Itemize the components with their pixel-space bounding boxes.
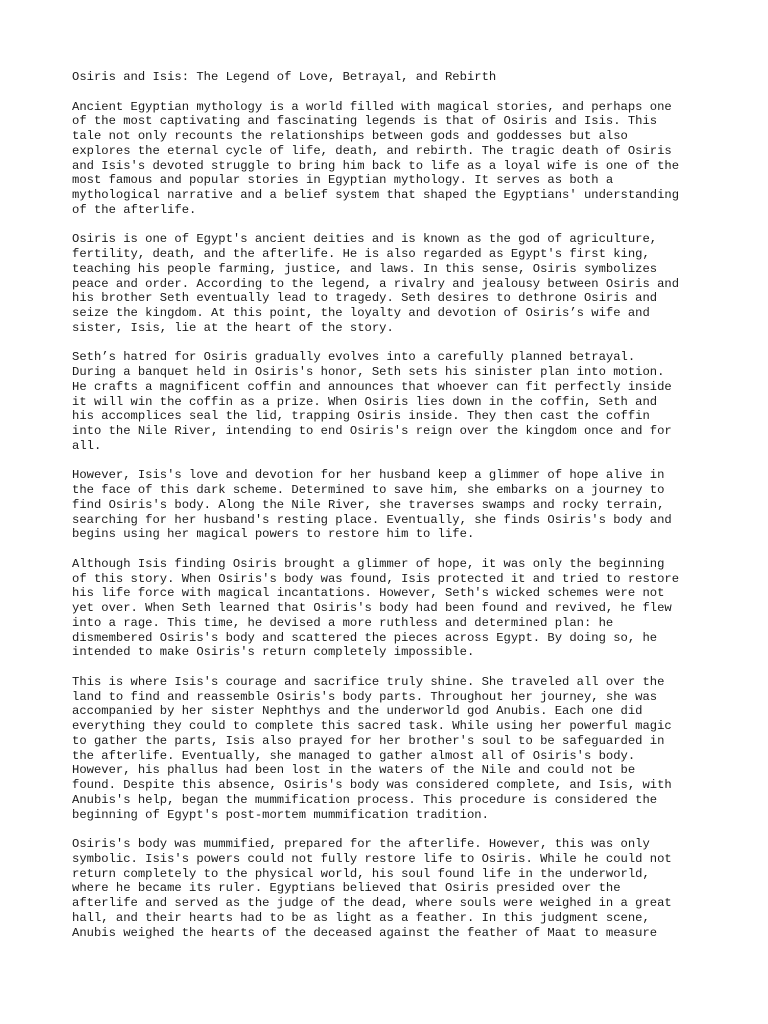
text-line: all. — [72, 438, 102, 453]
text-line: his life force with magical incantations. However, Seth's wicked schemes were not — [72, 586, 665, 601]
document-title: Osiris and Isis: The Legend of Love, Betrayal, and Rebirth — [72, 70, 497, 84]
text-line: This is where Isis's courage and sacrifice truly shine. She traveled all over the — [72, 674, 665, 689]
text-line: However, his phallus had been lost in the waters of the Nile and could not be — [72, 763, 636, 778]
text-line: his brother Seth eventually lead to tragedy. Seth desires to dethrone Osiris and — [72, 291, 658, 306]
text-line: his accomplices seal the lid, trapping Osiris inside. They then cast the coffin — [72, 409, 650, 424]
paragraph — [72, 100, 712, 218]
text-line: mythological narrative and a belief system that shaped the Egyptians' understanding — [72, 188, 680, 202]
text-line: sister, Isis, lie at the heart of the story. — [72, 320, 394, 335]
text-line: explores the eternal cycle of life, death, and rebirth. The tragic death of Osiris — [72, 143, 672, 158]
text-line: However, Isis's love and devotion for her husband keep a glimmer of hope alive in — [72, 468, 665, 483]
document-body — [72, 100, 712, 941]
paragraph — [72, 468, 712, 542]
text-line: Ancient Egyptian mythology is a world filled with magical stories, and perhaps one — [72, 99, 672, 114]
text-line: of the afterlife. — [72, 202, 197, 217]
text-line: Osiris is one of Egypt's ancient deities and is known as the god of agriculture, — [72, 232, 658, 247]
text-line: where he became its ruler. Egyptians believed that Osiris presided over the — [72, 881, 621, 896]
text-line: beginning of Egypt's post-mortem mummification tradition. — [72, 807, 489, 822]
text-line: of this story. When Osiris's body was found, Isis protected it and tried to restore — [72, 571, 680, 586]
text-line: Although Isis finding Osiris brought a glimmer of hope, it was only the beginning — [72, 556, 665, 571]
text-line: afterlife and served as the judge of the dead, where souls were weighed in a great — [72, 896, 672, 910]
text-line: land to find and reassemble Osiris's body parts. Throughout her journey, she was — [72, 689, 658, 704]
text-line: into the Nile River, intending to end Osiris's reign over the kingdom once and for — [72, 424, 672, 438]
text-line: Osiris's body was mummified, prepared for the afterlife. However, this was only — [72, 837, 650, 851]
text-line: dismembered Osiris's body and scattered the pieces across Egypt. By doing so, he — [72, 630, 658, 645]
text-line: the face of this dark scheme. Determined to save him, she embarks on a journey to — [72, 483, 665, 497]
text-line: most famous and popular stories in Egyptian mythology. It serves as both a — [72, 173, 614, 188]
text-line: seize the kingdom. At this point, the loyalty and devotion of Osiris’s wife and — [72, 306, 650, 320]
text-line: hall, and their hearts had to be as light as a feather. In this judgment scene, — [72, 910, 650, 925]
text-line: Anubis's help, began the mummification process. This procedure is considered the — [72, 792, 658, 807]
text-line: return completely to the physical world, his soul found life in the underworld, — [72, 866, 650, 881]
text-line: begins using her magical powers to restore him to life. — [72, 527, 475, 542]
text-line: accompanied by her sister Nephthys and the underworld god Anubis. Each one did — [72, 704, 643, 719]
text-line: of the most captivating and fascinating legends is that of Osiris and Isis. This — [72, 114, 658, 129]
paragraph — [72, 557, 712, 660]
text-line: it will win the coffin as a prize. When Osiris lies down in the coffin, Seth and — [72, 394, 658, 409]
text-line: to gather the parts, Isis also prayed for her brother's soul to be safeguarded in — [72, 733, 665, 748]
text-line: Seth’s hatred for Osiris gradually evolves into a carefully planned betrayal. — [72, 350, 636, 365]
paragraph — [72, 675, 712, 823]
text-line: yet over. When Seth learned that Osiris's body had been found and revived, he flew — [72, 601, 672, 615]
text-line: During a banquet held in Osiris's honor, Seth sets his sinister plan into motion. — [72, 365, 665, 379]
text-line: He crafts a magnificent coffin and announces that whoever can fit perfectly inside — [72, 379, 672, 394]
text-line: into a rage. This time, he devised a more ruthless and determined plan: he — [72, 615, 614, 630]
paragraph — [72, 232, 712, 335]
paragraph — [72, 350, 712, 453]
text-line: fertility, death, and the afterlife. He is also regarded as Egypt's first king, — [72, 247, 650, 261]
text-line: the afterlife. Eventually, she managed to gather almost all of Osiris's body. — [72, 748, 636, 763]
text-line: searching for her husband's resting place. Eventually, she finds Osiris's body and — [72, 512, 672, 527]
text-line: find Osiris's body. Along the Nile River, she traverses swamps and rocky terrain, — [72, 497, 665, 512]
text-line: found. Despite this absence, Osiris's body was considered complete, and Isis, with — [72, 778, 672, 792]
document-page — [72, 70, 712, 955]
text-line: and Isis's devoted struggle to bring him back to life as a loyal wife is one of the — [72, 158, 680, 173]
paragraph — [72, 837, 712, 940]
text-line: symbolic. Isis's powers could not fully restore life to Osiris. While he could not — [72, 851, 672, 866]
text-line: everything they could to complete this sacred task. While using her powerful magic — [72, 719, 672, 733]
text-line: intended to make Osiris's return completely impossible. — [72, 645, 475, 660]
text-line: teaching his people farming, justice, and laws. In this sense, Osiris symbolizes — [72, 261, 658, 276]
text-line: tale not only recounts the relationships between gods and goddesses but also — [72, 129, 628, 143]
text-line: Anubis weighed the hearts of the deceased against the feather of Maat to measure — [72, 925, 658, 940]
text-line: peace and order. According to the legend, a rivalry and jealousy between Osiris and — [72, 276, 680, 291]
